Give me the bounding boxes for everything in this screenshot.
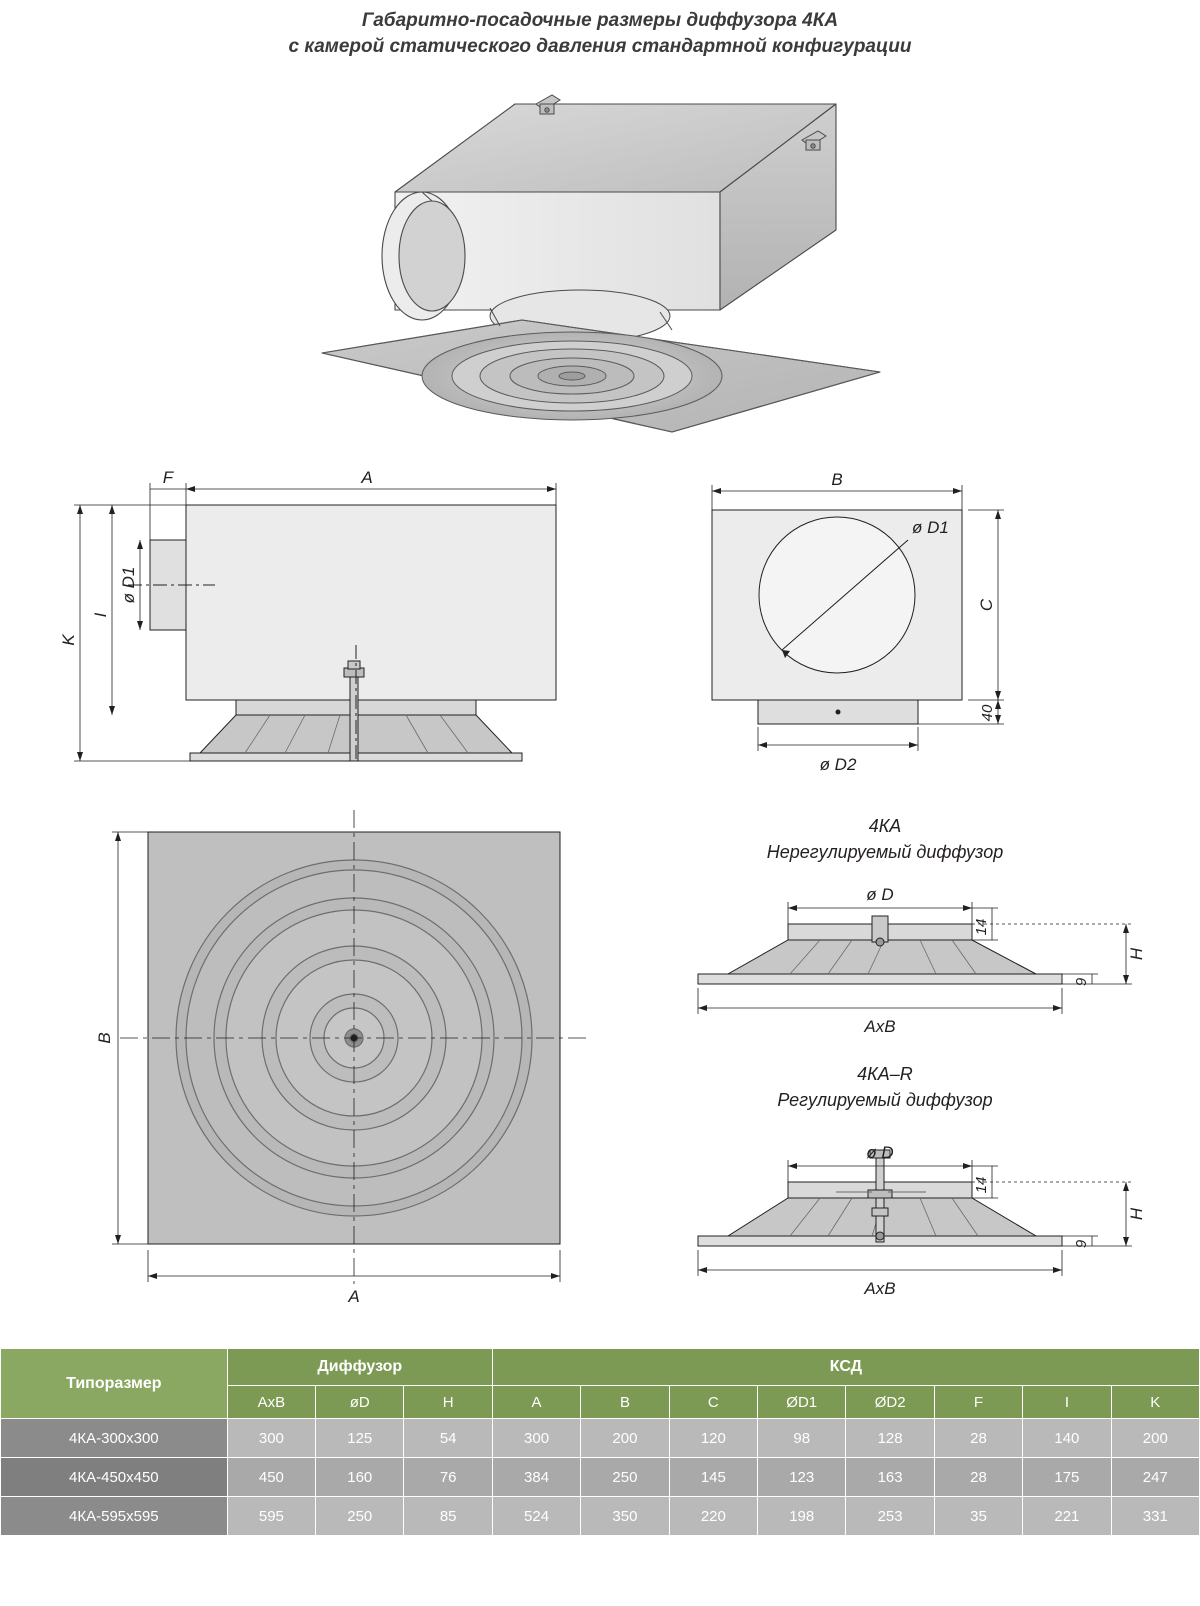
table-cell-k: 247: [1111, 1458, 1199, 1497]
table-cell-i: 140: [1023, 1419, 1111, 1458]
table-cell-a: 524: [492, 1497, 580, 1536]
nonadj-subtitle: Нерегулируемый диффузор: [766, 842, 1004, 862]
dim-label-d1-side: ø D1: [119, 566, 138, 604]
table-cell-f: 35: [934, 1497, 1022, 1536]
dimensions-table: [0, 1348, 1200, 1536]
dim-label-40: 40: [979, 704, 996, 722]
plan-dim-label-a: A: [348, 1287, 360, 1306]
front-elevation-view: [680, 465, 1040, 785]
table-cell-a: 384: [492, 1458, 580, 1497]
table-cell-k: 331: [1111, 1497, 1199, 1536]
table-header-c: C: [669, 1386, 757, 1419]
adj-dim-label-9: 9: [1073, 1239, 1090, 1249]
isometric-view: [300, 80, 940, 450]
table-header-b: B: [581, 1386, 669, 1419]
table-cell-f: 28: [934, 1419, 1022, 1458]
adj-dim-label-h: H: [1127, 1207, 1146, 1221]
adj-dim-label-14: 14: [973, 1176, 990, 1194]
table-header-d2: ØD2: [846, 1386, 934, 1419]
dim-label-a: A: [361, 468, 373, 487]
table-cell-name: 4КА-300х300: [1, 1419, 228, 1458]
table-cell-d2: 253: [846, 1497, 934, 1536]
table-row: [1, 1497, 1200, 1536]
table-cell-d2: 128: [846, 1419, 934, 1458]
nonadj-dim-label-14: 14: [973, 918, 990, 936]
table-header-f: F: [934, 1386, 1022, 1419]
nonadj-dim-label-d: ø D: [866, 885, 894, 904]
plan-dim-label-b: B: [95, 1032, 114, 1044]
table-cell-a: 300: [492, 1419, 580, 1458]
nonadj-dim-label-9: 9: [1073, 977, 1090, 987]
nonadjustable-diffuser-view: [640, 812, 1180, 1042]
table-cell-d1: 123: [758, 1458, 846, 1497]
dim-label-f: F: [162, 468, 174, 487]
dim-label-i: I: [91, 612, 110, 618]
table-cell-d1: 98: [758, 1419, 846, 1458]
table-cell-i: 221: [1023, 1497, 1111, 1536]
table-cell-h: 76: [404, 1458, 492, 1497]
table-cell-axb: 595: [227, 1497, 315, 1536]
table-header-axb: AxB: [227, 1386, 315, 1419]
table-cell-name: 4КА-595х595: [1, 1497, 228, 1536]
table-cell-name: 4КА-450х450: [1, 1458, 228, 1497]
table-cell-d: 250: [316, 1497, 404, 1536]
dim-label-d1-front: ø D1: [912, 518, 949, 537]
table-cell-axb: 300: [227, 1419, 315, 1458]
adjustable-diffuser-view: [640, 1060, 1180, 1300]
table-cell-b: 250: [581, 1458, 669, 1497]
table-header-i: I: [1023, 1386, 1111, 1419]
table-cell-k: 200: [1111, 1419, 1199, 1458]
table-cell-c: 220: [669, 1497, 757, 1536]
table-cell-d2: 163: [846, 1458, 934, 1497]
table-header-typesize: Типоразмер: [1, 1349, 228, 1419]
table-cell-d: 125: [316, 1419, 404, 1458]
table-header-group-diffuser: Диффузор: [227, 1349, 492, 1386]
table-cell-b: 200: [581, 1419, 669, 1458]
adj-dim-label-axb: AxB: [864, 1279, 896, 1298]
dim-label-c: C: [977, 598, 996, 612]
table-cell-h: 85: [404, 1497, 492, 1536]
table-cell-b: 350: [581, 1497, 669, 1536]
plan-view: [60, 810, 620, 1320]
adj-subtitle: Регулируемый диффузор: [777, 1090, 993, 1110]
table-cell-f: 28: [934, 1458, 1022, 1497]
nonadj-dim-label-h: H: [1127, 947, 1146, 961]
side-elevation-view: [40, 465, 600, 785]
table-cell-axb: 450: [227, 1458, 315, 1497]
nonadj-dim-label-axb: AxB: [864, 1017, 896, 1036]
adj-title: 4КА–R: [857, 1064, 913, 1084]
table-cell-c: 145: [669, 1458, 757, 1497]
page-title-line1: Габаритно-посадочные размеры диффузора 4КА: [361, 10, 839, 31]
table-cell-h: 54: [404, 1419, 492, 1458]
table-header-k: K: [1111, 1386, 1199, 1419]
nonadj-title: 4КА: [868, 816, 902, 836]
page-title: [0, 8, 1200, 60]
table-cell-c: 120: [669, 1419, 757, 1458]
table-row: [1, 1458, 1200, 1497]
table-header-d1: ØD1: [758, 1386, 846, 1419]
dim-label-k: K: [59, 634, 78, 646]
table-cell-i: 175: [1023, 1458, 1111, 1497]
table-cell-d1: 198: [758, 1497, 846, 1536]
table-header-a: A: [492, 1386, 580, 1419]
dim-label-d2: ø D2: [819, 755, 857, 774]
page-title-line2: с камерой статического давления стандартной конфигурации: [288, 36, 912, 57]
table-header-d: øD: [316, 1386, 404, 1419]
dim-label-b: B: [831, 470, 843, 489]
adj-dim-label-d: ø D: [866, 1143, 894, 1162]
table-header-group-row: [1, 1349, 1200, 1386]
table-row: [1, 1419, 1200, 1458]
table-header-h: H: [404, 1386, 492, 1419]
table-header-group-ksd: КСД: [492, 1349, 1199, 1386]
table-cell-d: 160: [316, 1458, 404, 1497]
